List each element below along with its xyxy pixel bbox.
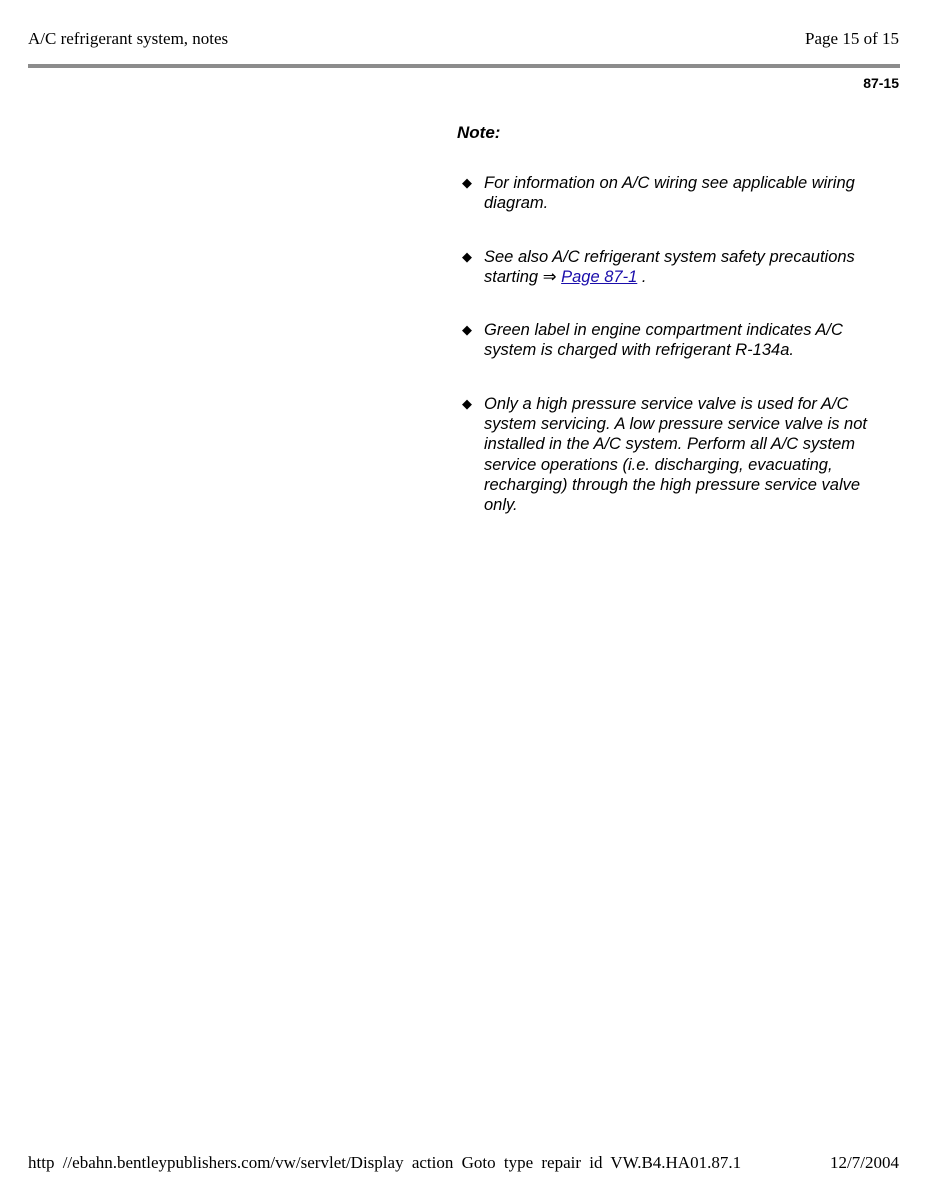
- diamond-bullet-icon: ◆: [462, 395, 472, 411]
- note-text: For information on A/C wiring see applicable wiring diagram.: [484, 174, 855, 213]
- note-item-safety: [462, 247, 882, 288]
- footer-url: http //ebahn.bentleypublishers.com/vw/servlet/Display action Goto type repair id VW.B4.HA01.87.1: [28, 1153, 742, 1172]
- note-heading: Note:: [457, 123, 501, 142]
- note-text: Only a high pressure service valve is used for A/C system servicing. A low pressure service valve is not installed in the A/C system. Perform all A/C system service operations (i.e. discharging, evacuating, recharging) through the high pressure service valve only.: [484, 394, 867, 515]
- note-item-wiring: [462, 173, 882, 214]
- note-item-green-label: [462, 320, 882, 361]
- note-item-service-valve: [462, 394, 882, 516]
- diamond-bullet-icon: ◆: [462, 322, 472, 338]
- note-text: See also A/C refrigerant system safety precautions starting: [484, 247, 855, 286]
- right-arrow-icon: ⇒: [542, 267, 557, 286]
- note-list: [462, 173, 882, 549]
- note-text-end: .: [641, 267, 647, 286]
- page-indicator: Page 15 of 15: [805, 29, 899, 48]
- document-title: A/C refrigerant system, notes: [28, 29, 229, 48]
- section-number: 87-15: [863, 75, 899, 91]
- page-link[interactable]: Page 87-1: [561, 267, 638, 286]
- footer-date: 12/7/2004: [830, 1153, 899, 1172]
- header-divider: [28, 64, 900, 68]
- diamond-bullet-icon: ◆: [462, 175, 472, 190]
- diamond-bullet-icon: ◆: [462, 248, 472, 264]
- note-text: Green label in engine compartment indicates A/C system is charged with refrigerant R-134a.: [484, 321, 843, 360]
